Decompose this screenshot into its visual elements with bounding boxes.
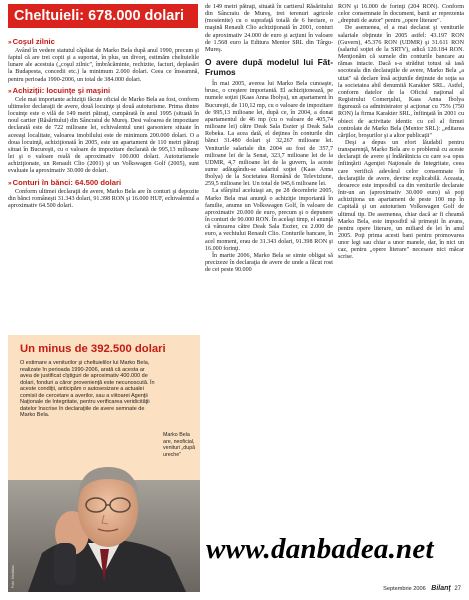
column-2 [205, 4, 333, 274]
section-header-banner: Cheltuieli: 678.000 dolari [8, 4, 198, 28]
paragraph: La sfârşitul aceluiaşi an, pe 28 decembrie 2005, Marko Bela mai anunţă o achiziţie importantă în familie, anume un Volkswagen Golf, în valoare de aproximativ 20.000 de euro, precum şi o depunere în conturi de 90.000 RON. În acelaşi timp, el anunţă că vânzarea către Deak Sala Eszter, cu 2.000 de euro, a vechiului Renault Clio. Conturile bancare, în acel moment, erau de 31.343 dolari, 91.398 RON şi 16.000 forinţi. [205, 188, 333, 252]
section-title: O avere după modelul lui Făt-Frumos [205, 57, 333, 78]
portrait-illustration [8, 445, 200, 592]
paragraph: În martie 2006, Marko Bela se simte obligat să precizeze în declaraţia de avere de unde a făcut rost de cei peste 90.000 [205, 252, 333, 274]
quote-mark-icon: » [8, 39, 12, 46]
box-title: Un minus de 392.500 dolari [20, 343, 166, 355]
paragraph: Cele mai importante achiziţii făcute oficial de Marko Bela au fost, conform ultimelor declaraţii de avere, două locuinţe şi două autoturisme. Prima dintre locuinţe este o vilă de 149 metri pătraţi, cumpărată în anul 1995 (situată în noul cartier (Răsăritului) din Sâncraiul de Mureş. Desi valoarea de impozitare declarată este de 722 milioane lei, echivalentul unei garsoniere situate în aceeaşi localitate, valoarea imobilului este de minimum 200.000 dolari. O a doua locuinţă, achiziţionată în 2005, este un apartament de 110 metri pătraţi situat în Bucureşti, cu o valoare de impozitare declarată de 995,13 milioane lei şi o valoare reală de aproximativ 100.000 dolari. Autoturismele achiziţionate, un Renault Clio (2001) şi un Volkswagen Golf (2005), sunt evaluate la aproximativ 30.000 de dolari. [8, 96, 199, 175]
quote-mark-icon: » [8, 87, 12, 95]
column-1 [8, 35, 199, 210]
paragraph: Conform ultimei declaraţii de avere, Marko Bela are în conturi şi depozite din bănci româneşti 31.343 dolari, 91.398 RON şi 16.000 HUF, echivalentul a aproximativ 64.500 dolari. [8, 188, 199, 209]
photo-caption: Marko Bela are, neoficial, venituri „după ureche" [163, 432, 196, 458]
portrait-photo [8, 445, 200, 592]
box-text: O estimare a veniturilor şi cheltuielilor lui Marko Bela, realizate în perioada 1990-2006, arată că acesta ar avea de justificat cîştiguri de aproximativ 400.000 de dolari, fonduri a căror provenienţă este necunoscută. În aceste condiţii, anticipăm o autosesizare a actualei comisii de cercetare a averilor, sau a viitoarei Agenţii Naţionale de Integritate, pentru verificarea veridicităţii datelor înscrise în declaraţiile de avere semnate de Marko Bela. [20, 360, 155, 418]
paragraph: de 149 metri pătraţi, situată în cartierul Răsăritului din Sâncraiu de Mureş, trei terenuri agricole (mostenite) cu o suprafaţă totală de 6 hectare, o maşină Renault Clio achiziţionată în 2001, conturi de aproximativ 24.000 de euro şi acţiuni în valoare de 1.568 euro la Editura Mentor SRL din Târgu-Mureş. [205, 4, 333, 53]
page-footer [261, 584, 461, 594]
subheading-cos-zilnic: »Coşul zilnic [8, 37, 55, 46]
website-watermark: www.danbadea.net [206, 533, 434, 565]
footer-magazine-name: Bilanţ [431, 585, 451, 592]
paragraph: De asemenea, el a mai declarat şi veniturile salariale obţinute în 2005 astfel: 43.197 RON (Guvern), 45.376 RON (UDMR) şi 31.611 RON (salariul soţiei de la SRTV), adică 120.184 RON. Menţionăm că sumele din conturile bancare au rămas intacte. Dacă s-a strădiut totusi să iasă socoteala din declaraţiile de avere, Marko Bela „a uitat" să declare însă acţiunile deţinute de soţia sa la societatea abil denumită Karakter SRL. Astfel, conform datelor de la Oficiul naţional al Registrului Comerţului, Kaas Anna Ibolya figurează ca administrator şi acţionar cu 75% (750 RON) la firma Karakter SRL, înfiinţată în 2001 cu obiect de activitate identic cu cel al firmei controlate de Marko Bela (Mentor SRL): „editarea cărţilor, broşurilor şi a altor publicaţii" [338, 25, 464, 139]
photo-credit: Foto: Mediafax [11, 564, 15, 588]
paragraph: Având în vedere statutul căpătat de Marko Bela după anul 1990, precum şi faptul că are trei copii şi a suportat, în plus, un divorţ, estimăm cheltuielile lunare ale acestuia („coşul zilnic", îmbrăcăminte, rechizite, facturi, deplasări la Budapesta, concedii etc.) la minimum 2.000 dolari. Ceea ce înseamnă, pentru perioada 1990-2006, un total de 384.000 dolari. [8, 48, 199, 83]
subheading-conturi: »Conturi în bănci: 64.500 dolari [8, 177, 122, 187]
paragraph: RON şi 16.000 de forinţi (204 RON). Conform celor consemnate în document, banii ar reprezenta „dreptuti de autor" pentru „opere literare". [338, 4, 464, 25]
column-3 [338, 4, 464, 262]
subheading-achizitii: »Achiziţii: locuinţe şi maşini [8, 85, 111, 95]
footer-date: Septembrie 2006 [383, 586, 426, 592]
paragraph: Deşi a depus un efort lăudabil pentru transparenţă, Marko Bela are o problemă cu aceste declaraţii de avere şi îndărătnicia cu care s-a opus înfiinţării Agenţiei Naţionale de Integritate, ceea care verifică adevărul celor consemnate în declaraţiile de avere, devine explicabilă. Aceasta, deoarece este imposibil ca din veniturile declarate într-un an (aproximativ 30.000 euro) să poţi achiziţiona un apartament de peste 100 mp în Capitală şi un autoturism Volkswagen Golf de ultimul tip. De asemenea, chiar dacă ar fi cheamă Marko Bela, este imposibil să primeşti în avans, pentru opere literare, un miliard de lei în anul 2005. Poţi prima acesti bani pentru promovarea unor legi sau chiar a unor manele, dar, în nici un caz, pentru „opere literare" necesare nici măcar scrise. [338, 139, 464, 261]
footer-page-number: 27 [454, 586, 461, 592]
paragraph: În mai 2005, averea lui Marko Bela cunoaşte, brusc, o creştere importantă. El achiziţionează, pe numele soţiei (Kaas Anna Ibolya), un apartament în Bucureşti, de 110,12 mp, cu o valoare de impozitare de 995,13 milioane lei, după ce, în 2004, a donat apartamentul de 46 mp (cu o valoare de 405,74 milioane lei) către Deak Sala Eszter şi Deak Sala Rebeka. La acea dată, el deţinea în conturile din bănci 31.480 dolari şi 32,267 milioane lei. Veniturile salariale din 2004 au fost de 357,7 milioane lei de la Senat, 323,7 milioane lei de la UDMR, 4,7 milioane lei de la guvern, la aceste sume adăugându-se salariul soţiei (Kaas Anna Ibolya) de la Societatea Română de Televiziune, 259,5 milioane lei. Un total de 945,6 milioane lei. [205, 81, 333, 188]
quote-mark-icon: » [8, 179, 12, 187]
